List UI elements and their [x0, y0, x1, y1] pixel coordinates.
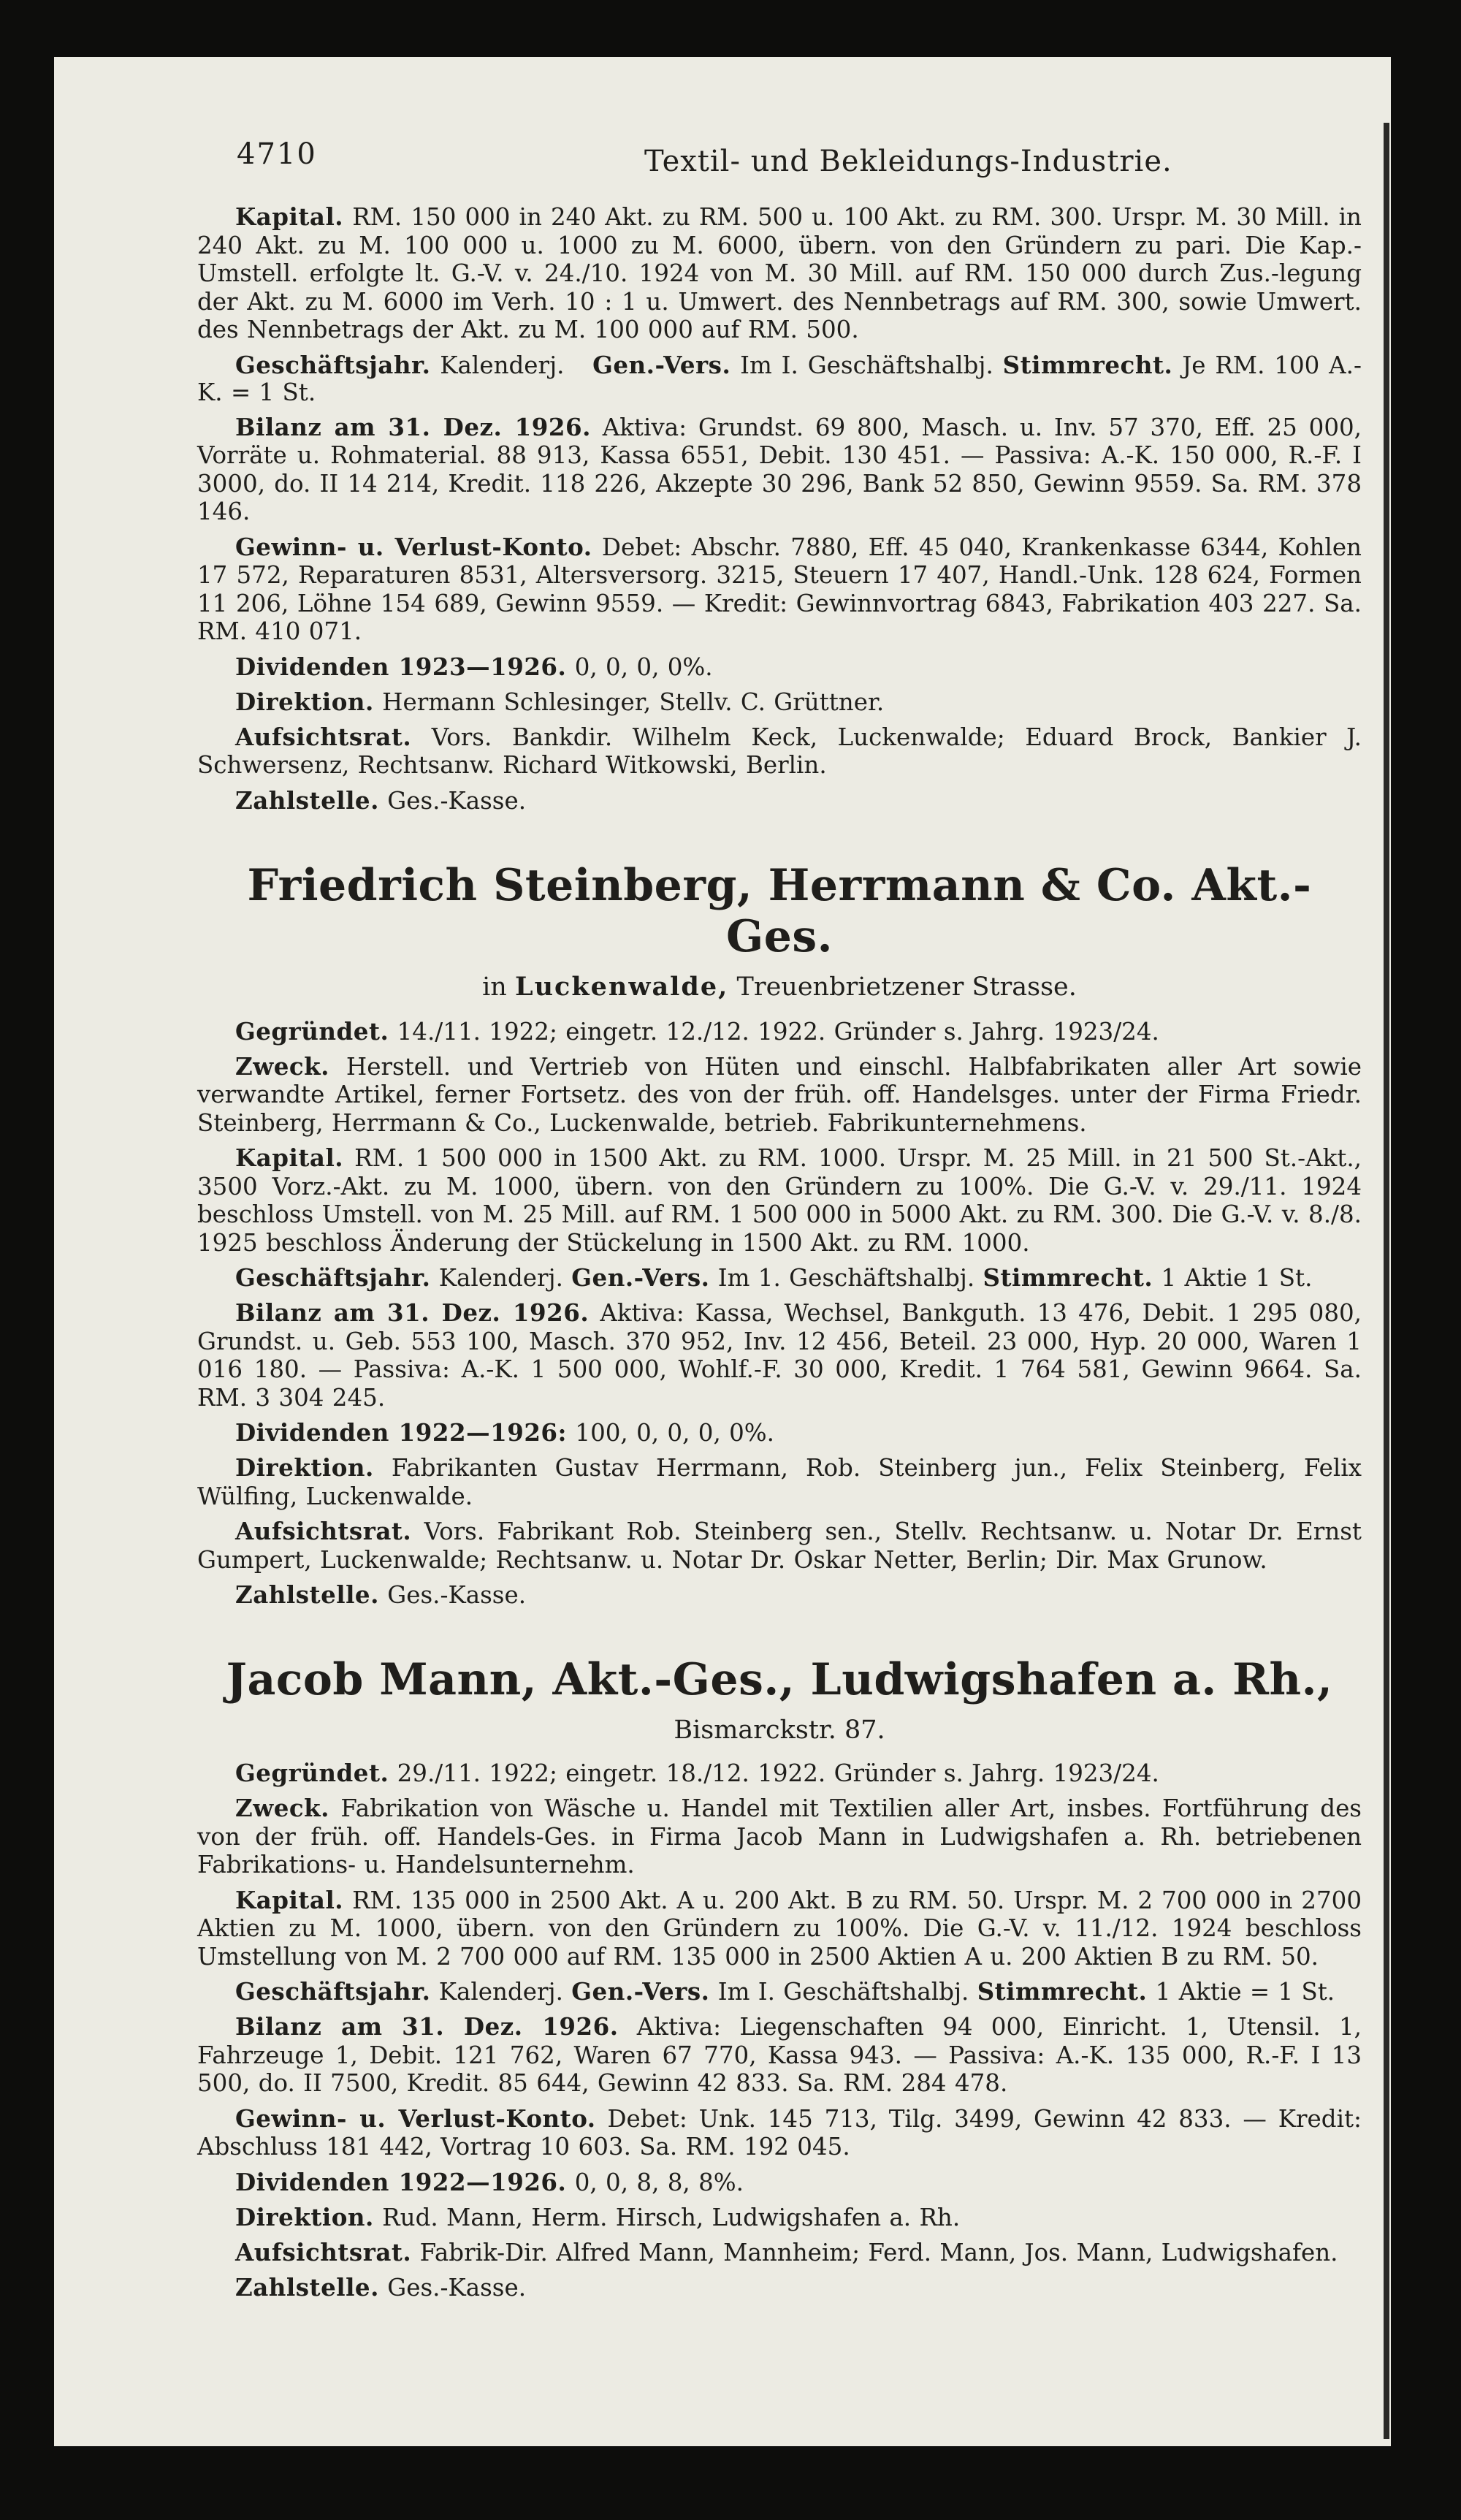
bilanz-label: Bilanz am 31. Dez. 1926. [235, 1298, 590, 1327]
location-in: in [482, 972, 507, 1002]
kapital-text: RM. 135 000 in 2500 Akt. A u. 200 Akt. B zu RM. 50. Urspr. M. 2 700 000 in 2700 Aktien zu M. 1000, übern. von den Gründern zu 100%. Die G.-V. v. 11./12. 1924 beschloss Umstellung von M. 2 700 000 auf RM. 135 000 in 2500 Aktien A u. 200 Aktien B zu RM. 50. [197, 1886, 1362, 1971]
gegruendet-label: Gegründet. [235, 1016, 389, 1046]
genvers-label: Gen.-Vers. [592, 350, 731, 379]
gewinn-label: Gewinn- u. Verlust-Konto. [235, 2104, 596, 2133]
zahlstelle-text: Ges.-Kasse. [387, 2273, 527, 2302]
direktion-paragraph [197, 688, 1362, 716]
geschaeftsjahr-label: Geschäftsjahr. [235, 1263, 431, 1292]
aufsichtsrat-label: Aufsichtsrat. [235, 1517, 412, 1545]
stimmrecht-text: Je RM. 100 A.-K. = 1 St. [197, 351, 1362, 406]
zweck-paragraph [197, 1053, 1362, 1138]
direktion-text: Rud. Mann, Herm. Hirsch, Ludwigshafen a. Rh. [382, 2203, 961, 2231]
zahlstelle-paragraph [197, 1581, 1362, 1609]
geschaeftsjahr-paragraph [197, 351, 1362, 406]
geschaeftsjahr-paragraph [197, 1978, 1362, 2006]
gewinn-text: Debet: Abschr. 7880, Eff. 45 040, Krankenkasse 6344, Kohlen 17 572, Reparaturen 8531, Altersversorg. 3215, Steuern 17 407, Handl.-Unk. 128 624, Formen 11 206, Löhne 154 689, Gewinn 9559. — Kredit: Gewinnvortrag 6843, Fabrikation 403 227. Sa. RM. 410 071. [197, 533, 1362, 645]
dividenden-label: Dividenden 1922—1926: [235, 1418, 568, 1447]
direktion-paragraph [197, 1454, 1362, 1510]
stimmrecht-text: 1 Aktie = 1 St. [1155, 1978, 1335, 2006]
kapital-paragraph [197, 203, 1362, 344]
bilanz-text: Aktiva: Liegenschaften 94 000, Einricht. 1, Utensil. 1, Fahrzeuge 1, Debit. 121 762, Waren 67 770, Kassa 943. — Passiva: A.-K. 135 000, R.-F. I 13 500, do. II 7500, Kredit. 85 644, Gewinn 42 833. Sa. RM. 284 478. [197, 2013, 1362, 2097]
kapital-text: RM. 150 000 in 240 Akt. zu RM. 500 u. 100 Akt. zu RM. 300. Urspr. M. 30 Mill. in 240 Akt. zu M. 100 000 u. 1000 zu M. 6000, übern. von den Gründern zu pari. Die Kap.-Umstell. erfolgte lt. G.-V. v. 24./10. 1924 von M. 30 Mill. auf RM. 150 000 durch Zus.-legung der Akt. zu M. 6000 im Verh. 10 : 1 u. Umwert. des Nennbetrags auf RM. 300, sowie Umwert. des Nennbetrags der Akt. zu M. 100 000 auf RM. 500. [197, 203, 1362, 343]
company-entry-jacob-mann [197, 1654, 1362, 2302]
direktion-text: Fabrikanten Gustav Herrmann, Rob. Steinberg jun., Felix Steinberg, Felix Wülfing, Luckenwalde. [197, 1454, 1362, 1510]
company-title: Jacob Mann, Akt.-Ges., Ludwigshafen a. Rh., [226, 1654, 1333, 1705]
kapital-label: Kapital. [235, 1143, 344, 1172]
dividenden-text: 0, 0, 0, 0%. [574, 652, 713, 681]
aufsichtsrat-paragraph [197, 723, 1362, 780]
kapital-text: RM. 1 500 000 in 1500 Akt. zu RM. 1000. Urspr. M. 25 Mill. in 21 500 St.-Akt., 3500 Vorz.-Akt. zu M. 1000, übern. von den Gründern zu 100%. Die G.-V. v. 29./11. 1924 beschloss Umstell. von M. 25 Mill. auf RM. 1 500 000 in 5000 Akt. zu RM. 300. Die G.-V. v. 8./8. 1925 beschloss Änderung der Stückelung in 1500 Akt. zu RM. 1000. [197, 1144, 1362, 1257]
bilanz-label: Bilanz am 31. Dez. 1926. [235, 412, 591, 441]
zahlstelle-paragraph [197, 2274, 1362, 2302]
dividenden-label: Dividenden 1923—1926. [235, 652, 567, 681]
kapital-paragraph [197, 1144, 1362, 1257]
kapital-label: Kapital. [235, 1885, 344, 1914]
dividenden-paragraph [197, 653, 1362, 681]
direktion-paragraph [197, 2204, 1362, 2231]
gewinn-text: Debet: Unk. 145 713, Tilg. 3499, Gewinn 42 833. — Kredit: Abschluss 181 442, Vortrag 10 603. Sa. RM. 192 045. [197, 2104, 1362, 2161]
zweck-text: Fabrikation von Wäsche u. Handel mit Textilien aller Art, insbes. Fortführung des von der früh. off. Handels-Ges. in Firma Jacob Mann in Ludwigshafen a. Rh. betriebenen Fabrikations- u. Handelsunternehm. [197, 1794, 1362, 1878]
aufsichtsrat-text: Vors. Bankdir. Wilhelm Keck, Luckenwalde; Eduard Brock, Bankier J. Schwersenz, Rechtsanw. Richard Witkowski, Berlin. [197, 723, 1362, 779]
location-street: Treuenbrietzener Strasse. [736, 972, 1077, 1002]
company-location [197, 972, 1362, 1002]
zahlstelle-text: Ges.-Kasse. [387, 1581, 527, 1609]
geschaeftsjahr-text: Kalenderj. [438, 1264, 563, 1292]
direktion-label: Direktion. [235, 1453, 374, 1482]
location-city: Luckenwalde, [515, 971, 729, 1002]
genvers-text: Im I. Geschäftshalbj. [740, 351, 993, 379]
bilanz-paragraph [197, 1299, 1362, 1412]
zahlstelle-paragraph [197, 787, 1362, 815]
company-title: Friedrich Steinberg, Herrmann & Co. Akt.-Ges. [247, 859, 1312, 962]
dividenden-label: Dividenden 1922—1926. [235, 2167, 567, 2196]
dividenden-text: 0, 0, 8, 8, 8%. [574, 2168, 744, 2196]
gegruendet-text: 29./11. 1922; eingetr. 18./12. 1922. Gründer s. Jahrg. 1923/24. [397, 1759, 1159, 1787]
gegruendet-paragraph [197, 1018, 1362, 1046]
zahlstelle-label: Zahlstelle. [235, 2272, 379, 2302]
genvers-text: Im I. Geschäftshalbj. [717, 1978, 969, 2006]
bilanz-paragraph [197, 414, 1362, 526]
geschaeftsjahr-text: Kalenderj. [438, 1978, 563, 2006]
aufsichtsrat-label: Aufsichtsrat. [235, 2237, 412, 2266]
bilanz-label: Bilanz am 31. Dez. 1926. [235, 2012, 619, 2041]
gewinn-label: Gewinn- u. Verlust-Konto. [235, 532, 592, 561]
dividenden-paragraph [197, 2169, 1362, 2196]
gegruendet-label: Gegründet. [235, 1759, 389, 1787]
kapital-paragraph [197, 1887, 1362, 1971]
zahlstelle-label: Zahlstelle. [235, 785, 379, 815]
aufsichtsrat-label: Aufsichtsrat. [235, 722, 412, 751]
aufsichtsrat-paragraph [197, 1518, 1362, 1574]
company-address: Bismarckstr. 87. [674, 1716, 885, 1745]
genvers-label: Gen.-Vers. [571, 1977, 710, 2006]
geschaeftsjahr-label: Geschäftsjahr. [235, 1977, 431, 2006]
zweck-text: Herstell. und Vertrieb von Hüten und einschl. Halbfabrikaten aller Art sowie verwandte Artikel, ferner Fortsetz. des von der früh. off. Handelsges. unter der Firma Friedr. Steinberg, Herrmann & Co., Luckenwalde, betrieb. Fabrikunternehmens. [197, 1052, 1362, 1137]
zweck-label: Zweck. [235, 1794, 330, 1822]
kapital-label: Kapital. [235, 202, 344, 231]
dividenden-paragraph [197, 1419, 1362, 1447]
stimmrecht-text: 1 Aktie 1 St. [1161, 1264, 1313, 1292]
direktion-label: Direktion. [235, 687, 374, 716]
geschaeftsjahr-text: Kalenderj. [440, 351, 565, 379]
zweck-paragraph [197, 1794, 1362, 1879]
running-head: Textil- und Bekleidungs-Industrie. [644, 145, 1172, 178]
dividenden-text: 100, 0, 0, 0, 0%. [575, 1419, 774, 1447]
page-header [197, 99, 1362, 178]
gegruendet-paragraph [197, 1759, 1362, 1787]
zahlstelle-label: Zahlstelle. [235, 1580, 379, 1609]
geschaeftsjahr-paragraph [197, 1264, 1362, 1292]
gewinn-paragraph [197, 2105, 1362, 2161]
genvers-label: Gen.-Vers. [571, 1263, 710, 1292]
gegruendet-text: 14./11. 1922; eingetr. 12./12. 1922. Gründer s. Jahrg. 1923/24. [397, 1017, 1159, 1046]
zweck-label: Zweck. [235, 1051, 330, 1081]
page-number: 4710 [237, 137, 317, 171]
direktion-label: Direktion. [235, 2202, 374, 2231]
geschaeftsjahr-label: Geschäftsjahr. [235, 350, 431, 379]
stimmrecht-label: Stimmrecht. [983, 1263, 1153, 1292]
aufsichtsrat-text: Vors. Fabrikant Rob. Steinberg sen., Stellv. Rechtsanw. u. Notar Dr. Ernst Gumpert, Luckenwalde; Rechtsanw. u. Notar Dr. Oskar Netter, Berlin; Dir. Max Grunow. [197, 1518, 1362, 1574]
aufsichtsrat-paragraph [197, 2239, 1362, 2266]
bilanz-paragraph [197, 2013, 1362, 2098]
bilanz-text: Aktiva: Kassa, Wechsel, Bankguth. 13 476, Debit. 1 295 080, Grundst. u. Geb. 553 100, Masch. 370 952, Inv. 12 456, Beteil. 23 000, Hyp. 20 000, Waren 1 016 180. — Passiva: A.-K. 1 500 000, Wohlf.-F. 30 000, Kredit. 1 764 581, Gewinn 9664. Sa. RM. 3 304 245. [197, 1299, 1362, 1412]
continued-entry [197, 203, 1362, 815]
direktion-text: Hermann Schlesinger, Stellv. C. Grüttner. [382, 688, 885, 716]
stimmrecht-label: Stimmrecht. [977, 1977, 1148, 2006]
zahlstelle-text: Ges.-Kasse. [387, 786, 527, 815]
gewinn-paragraph [197, 533, 1362, 646]
bilanz-text: Aktiva: Grundst. 69 800, Masch. u. Inv. 57 370, Eff. 25 000, Vorräte u. Rohmaterial. 88 913, Kassa 6551, Debit. 130 451. — Passiva: A.-K. 150 000, R.-F. I 3000, do. II 14 214, Kredit. 118 226, Akzepte 30 296, Bank 52 850, Gewinn 9559. Sa. RM. 378 146. [197, 413, 1362, 525]
stimmrecht-label: Stimmrecht. [1002, 350, 1173, 379]
genvers-text: Im 1. Geschäftshalbj. [717, 1264, 975, 1292]
aufsichtsrat-text: Fabrik-Dir. Alfred Mann, Mannheim; Ferd. Mann, Jos. Mann, Ludwigshafen. [419, 2238, 1338, 2266]
page-edge-rule [1384, 123, 1389, 2439]
company-entry-steinberg [197, 860, 1362, 1610]
document-page [54, 57, 1391, 2446]
